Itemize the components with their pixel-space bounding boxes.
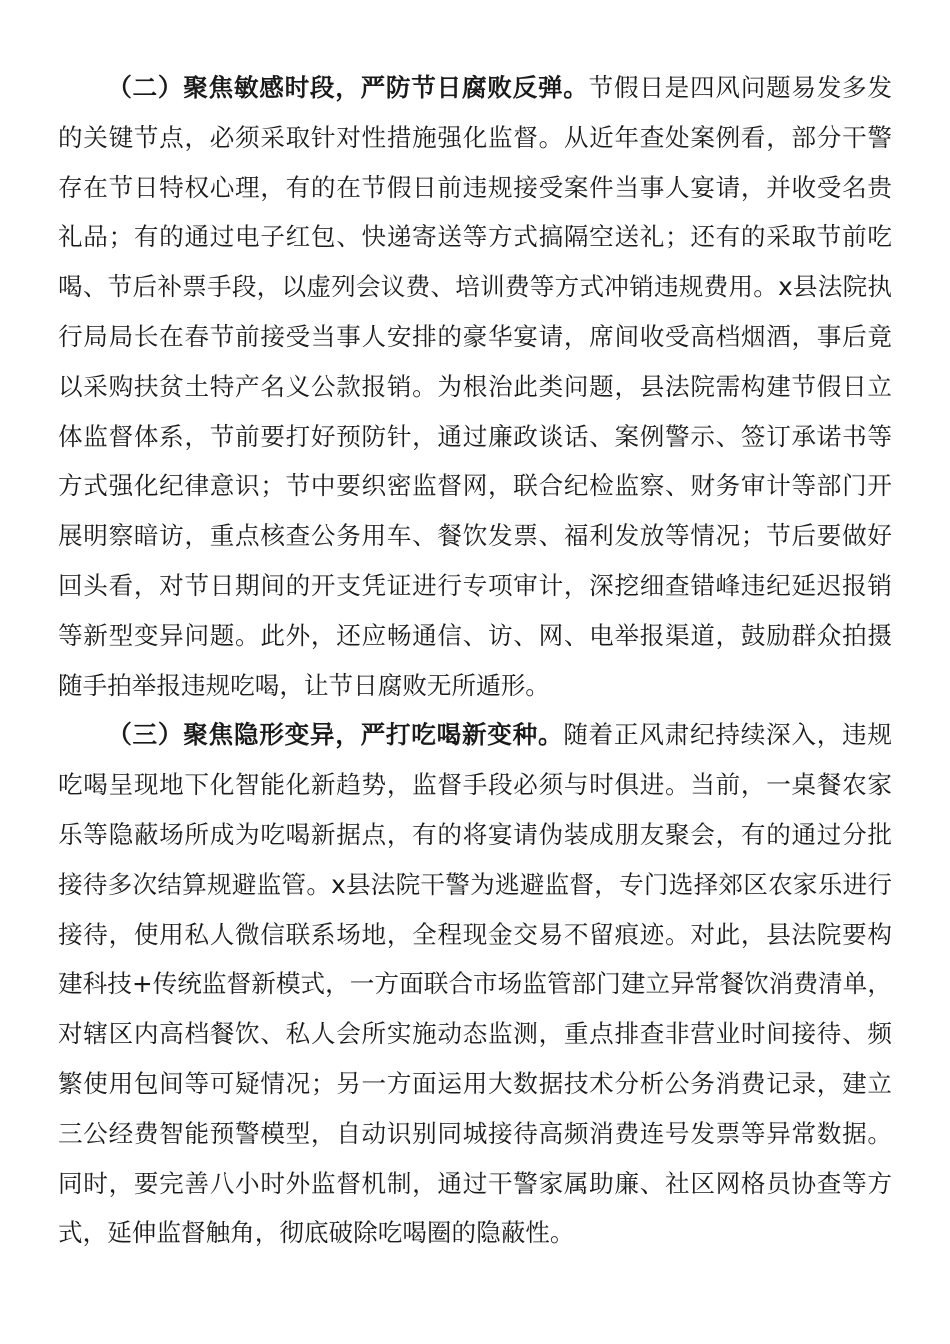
document-page — [58, 63, 892, 1258]
paragraph-section-2 — [58, 63, 892, 710]
paragraph-body: 随着正风肃纪持续深入，违规吃喝呈现地下化智能化新趋势，监督手段必须与时俱进。当前，一桌餐农家乐等隐蔽场所成为吃喝新据点，有的将宴请伪装成朋友聚会，有的通过分批接待多次结算规避监管。x县法院干警为逃避监督，专门选择郊区农家乐进行接待，使用私人微信联系场地，全程现金交易不留痕迹。对此，县法院要构建科技+传统监督新模式，一方面联合市场监管部门建立异常餐饮消费清单，对辖区内高档餐饮、私人会所实施动态监测，重点排查非营业时间接待、频繁使用包间等可疑情况；另一方面运用大数据技术分析公务消费记录，建立三公经费智能预警模型，自动识别同城接待高频消费连号发票等异常数据。同时，要完善八小时外监督机制，通过干警家属助廉、社区网格员协查等方式，延伸监督触角，彻底破除吃喝圈的隐蔽性。 — [58, 720, 892, 1248]
paragraph-body: 节假日是四风问题易发多发的关键节点，必须采取针对性措施强化监督。从近年查处案例看，部分干警存在节日特权心理，有的在节假日前违规接受案件当事人宴请，并收受名贵礼品；有的通过电子红包、快递寄送等方式搞隔空送礼；还有的采取节前吃喝、节后补票手段，以虚列会议费、培训费等方式冲销违规费用。x县法院执行局局长在春节前接受当事人安排的豪华宴请，席间收受高档烟酒，事后竟以采购扶贫土特产名义公款报销。为根治此类问题，县法院需构建节假日立体监督体系，节前要打好预防针，通过廉政谈话、案例警示、签订承诺书等方式强化纪律意识；节中要织密监督网，联合纪检监察、财务审计等部门开展明察暗访，重点核查公务用车、餐饮发票、福利发放等情况；节后要做好回头看，对节日期间的开支凭证进行专项审计，深挖细查错峰违纪延迟报销等新型变异问题。此外，还应畅通信、访、网、电举报渠道，鼓励群众拍摄随手拍举报违规吃喝，让节日腐败无所遁形。 — [58, 73, 892, 700]
paragraph-section-3 — [58, 710, 892, 1258]
section-heading: （三）聚焦隐形变异，严打吃喝新变种。 — [107, 720, 564, 750]
section-heading: （二）聚焦敏感时段，严防节日腐败反弹。 — [107, 73, 589, 102]
